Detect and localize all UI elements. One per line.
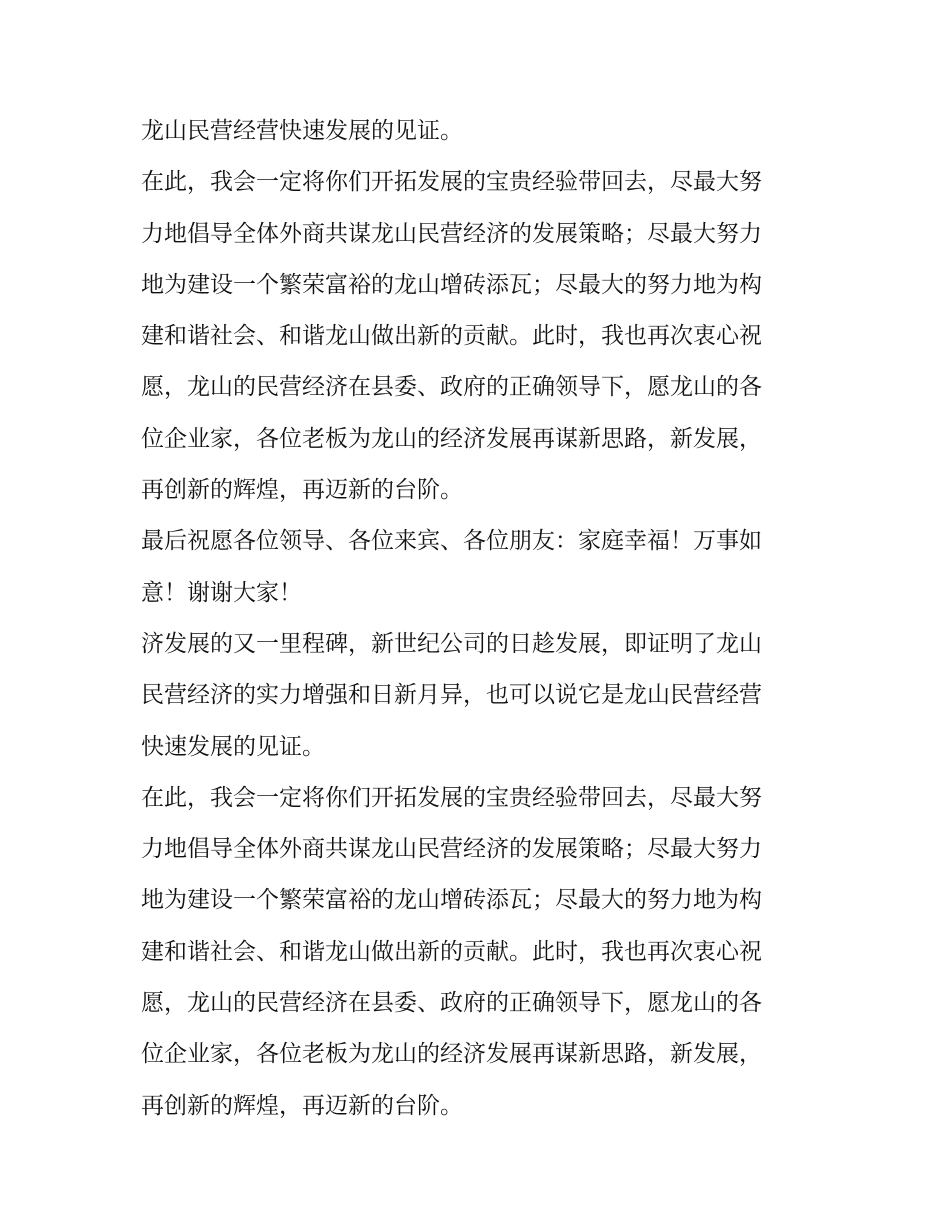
- text-line: 地为建设一个繁荣富裕的龙山增砖添瓦；尽最大的努力地为构: [141, 887, 762, 914]
- text-line: 最后祝愿各位领导、各位来宾、各位朋友：家庭幸福！万事如: [141, 528, 762, 555]
- text-line: 在此，我会一定将你们开拓发展的宝贵经验带回去，尽最大努: [141, 784, 762, 811]
- text-line: 力地倡导全体外商共谋龙山民营经济的发展策略；尽最大努力: [141, 836, 762, 863]
- text-line: 再创新的辉煌，再迈新的台阶。: [141, 477, 463, 504]
- text-line: 地为建设一个繁荣富裕的龙山增砖添瓦；尽最大的努力地为构: [141, 271, 762, 298]
- text-line: 愿，龙山的民营经济在县委、政府的正确领导下，愿龙山的各: [141, 990, 762, 1017]
- text-line: 建和谐社会、和谐龙山做出新的贡献。此时，我也再次衷心祝: [141, 323, 762, 350]
- text-line: 位企业家，各位老板为龙山的经济发展再谋新思路，新发展，: [141, 1041, 762, 1068]
- text-line: 位企业家，各位老板为龙山的经济发展再谋新思路，新发展，: [141, 425, 762, 452]
- text-line: 济发展的又一里程碑，新世纪公司的日趁发展，即证明了龙山: [141, 630, 762, 657]
- text-line: 民营经济的实力增强和日新月异，也可以说它是龙山民营经营: [141, 682, 762, 709]
- text-line: 建和谐社会、和谐龙山做出新的贡献。此时，我也再次衷心祝: [141, 938, 762, 965]
- text-line: 在此，我会一定将你们开拓发展的宝贵经验带回去，尽最大努: [141, 169, 762, 196]
- text-line: 愿，龙山的民营经济在县委、政府的正确领导下，愿龙山的各: [141, 374, 762, 401]
- text-line: 再创新的辉煌，再迈新的台阶。: [141, 1092, 463, 1119]
- text-line: 力地倡导全体外商共谋龙山民营经济的发展策略；尽最大努力: [141, 220, 762, 247]
- document-text-body: [141, 106, 821, 1132]
- text-line: 意！谢谢大家！: [141, 579, 302, 606]
- text-line: 龙山民营经营快速发展的见证。: [141, 118, 463, 144]
- text-line: 快速发展的见证。: [141, 733, 325, 760]
